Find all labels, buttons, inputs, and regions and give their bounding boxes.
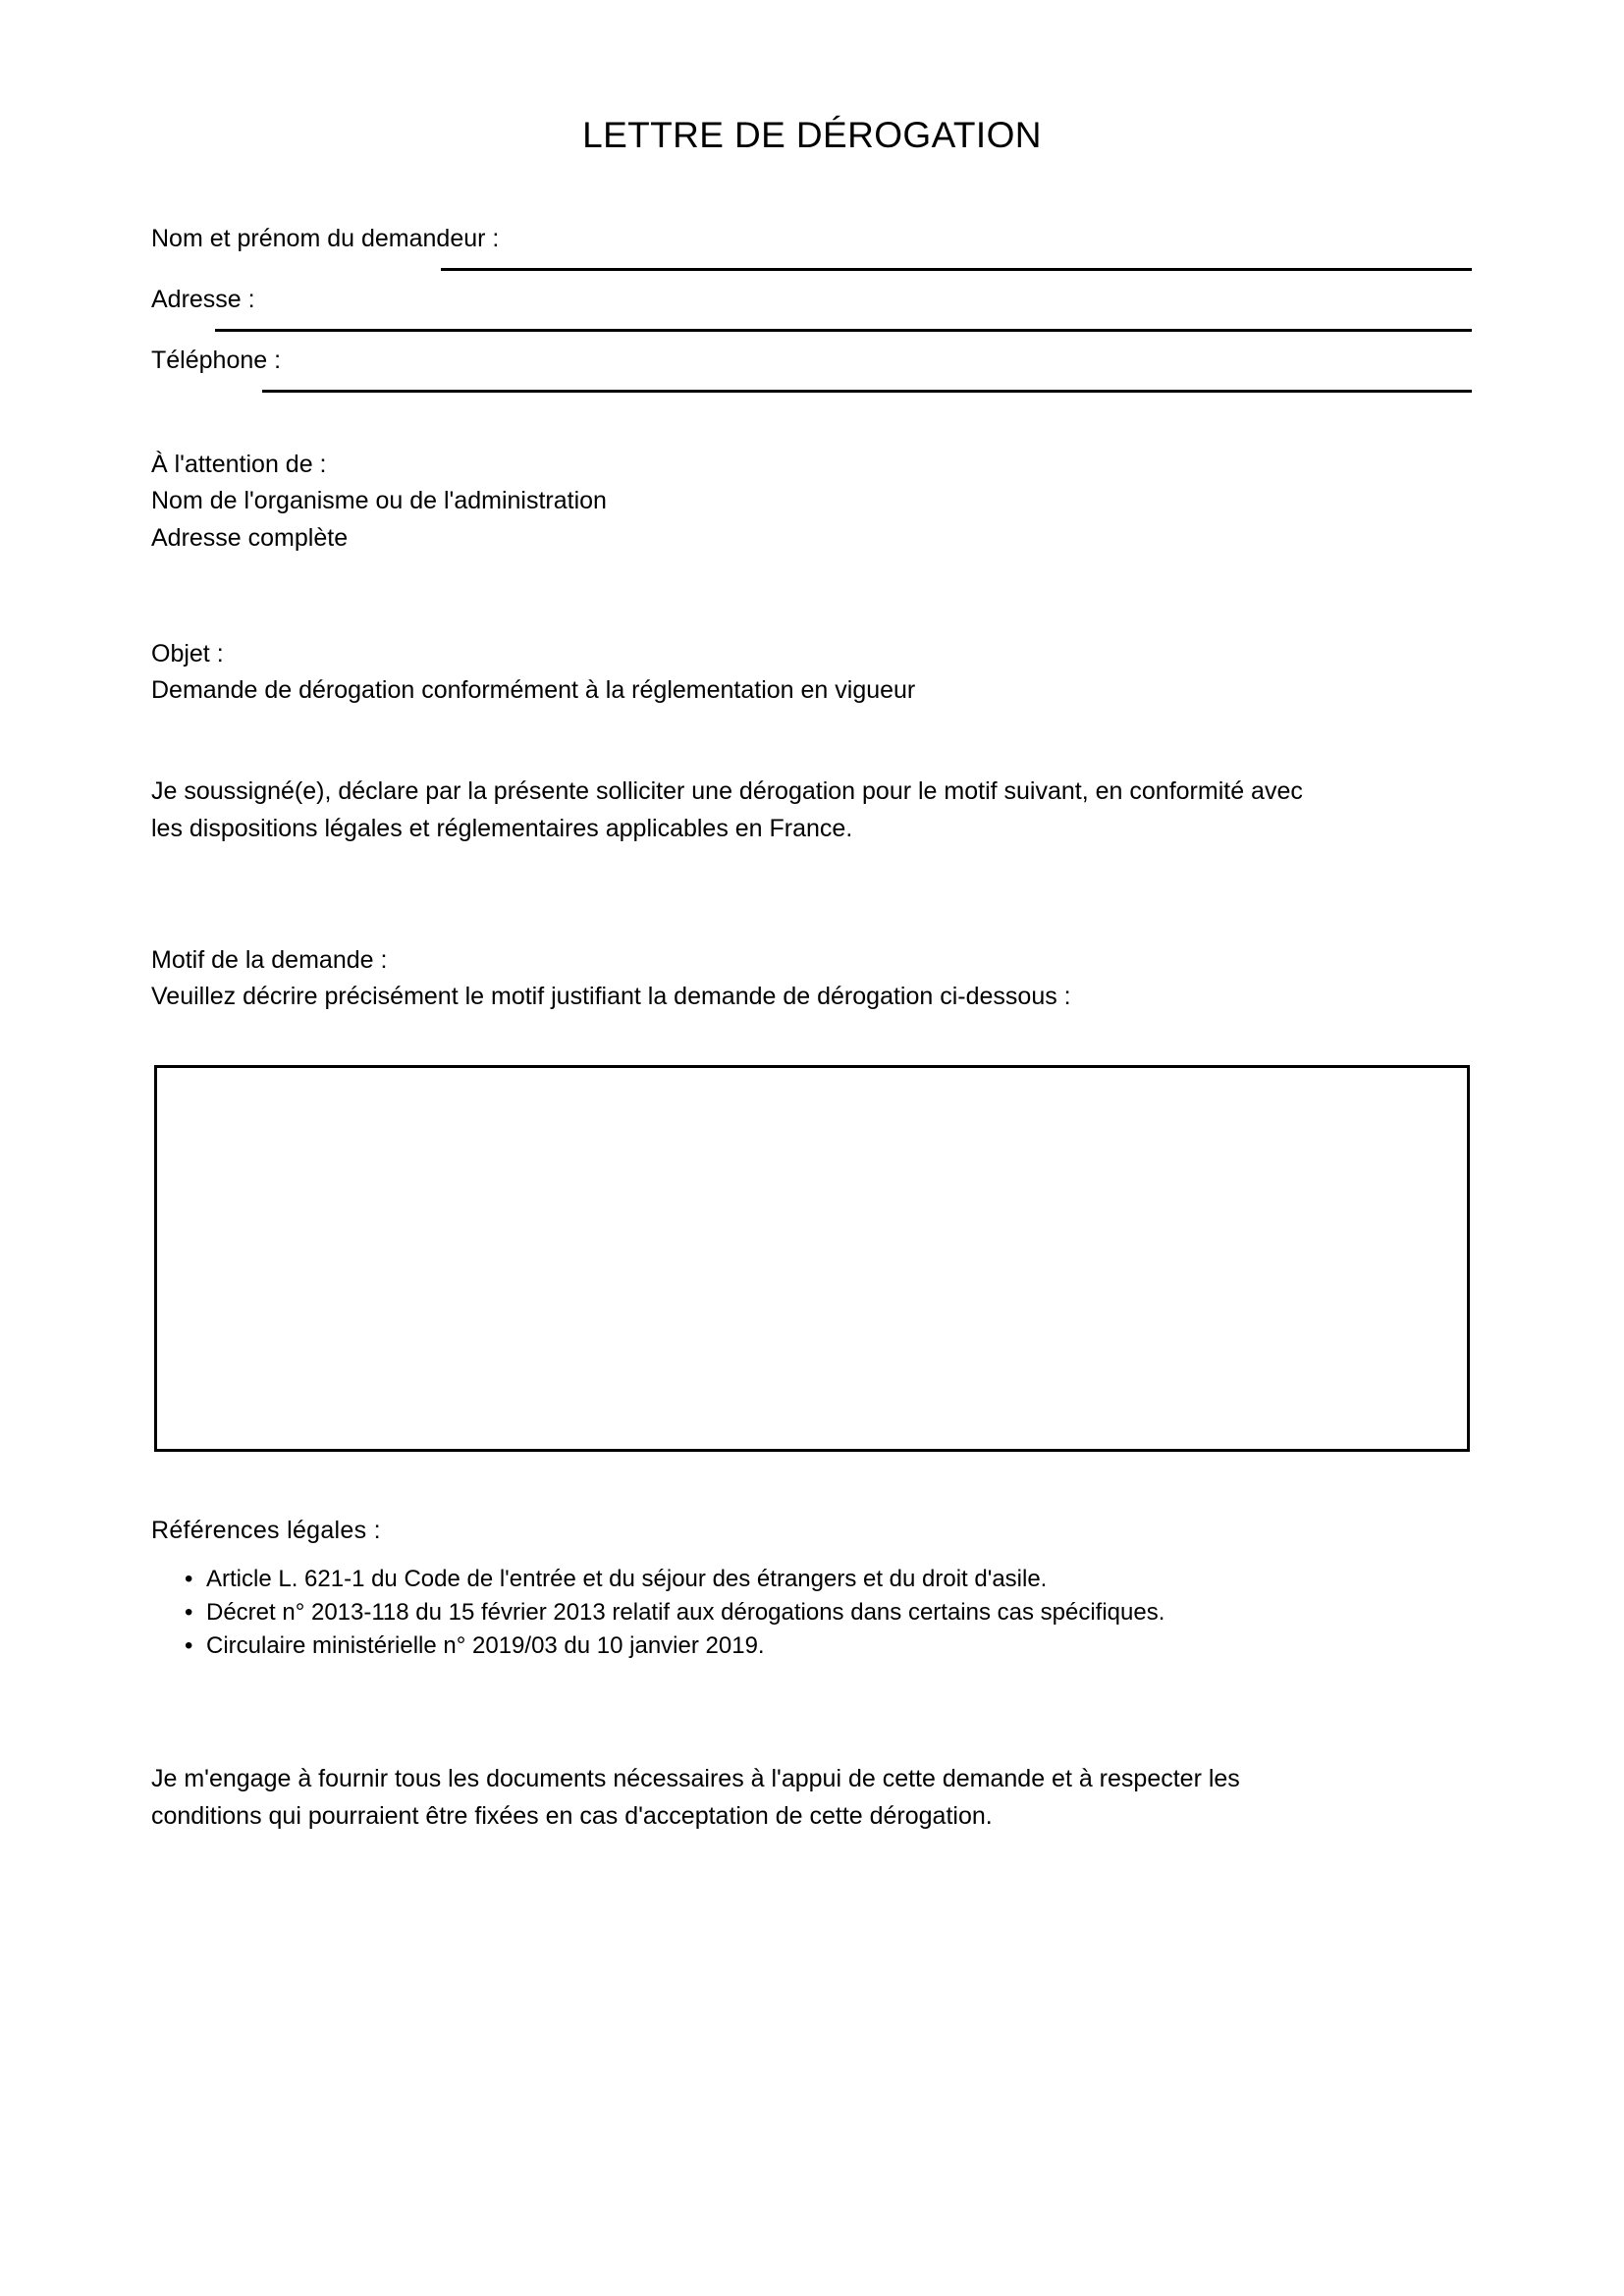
phone-field-input[interactable] <box>262 390 1472 393</box>
reason-block <box>151 944 1071 1014</box>
commitment-paragraph <box>151 1760 1428 1835</box>
list-item: • Décret n° 2013-118 du 15 février 2013 relatif aux dérogations dans certains cas spécifiques. <box>183 1596 1164 1629</box>
legal-references-list <box>183 1563 1164 1663</box>
subject-block <box>151 638 915 708</box>
list-item: • Circulaire ministérielle n° 2019/03 du 10 janvier 2019. <box>183 1629 1164 1663</box>
declaration-line-1: Je soussigné(e), déclare par la présente solliciter une dérogation pour le motif suivant, en conformité avec <box>151 777 1303 805</box>
page-title: LETTRE DE DÉROGATION <box>582 115 1042 155</box>
declaration-line-2: les dispositions légales et réglementaires applicables en France. <box>151 815 853 842</box>
recipient-address: Adresse complète <box>151 523 349 552</box>
subject-text: Demande de dérogation conformément à la réglementation en vigueur <box>151 676 916 705</box>
subject-label: Objet : <box>151 640 224 667</box>
field-row-name <box>151 224 1472 285</box>
reason-textarea[interactable] <box>154 1065 1470 1452</box>
reason-label: Motif de la demande : <box>151 946 388 974</box>
reason-instruction: Veuillez décrire précisément le motif justifiant la demande de dérogation ci-dessous : <box>151 983 1071 1011</box>
field-row-phone <box>151 346 1472 406</box>
phone-field-label: Téléphone : <box>151 347 282 374</box>
commitment-line-2: conditions qui pourraient être fixées en cas d'acceptation de cette dérogation. <box>151 1802 993 1830</box>
legal-references-heading: Références légales : <box>151 1517 381 1544</box>
applicant-fields <box>151 224 1472 406</box>
field-row-address <box>151 285 1472 346</box>
address-field-input[interactable] <box>215 329 1472 332</box>
recipient-block <box>151 449 607 555</box>
list-item: • Article L. 621-1 du Code de l'entrée et du séjour des étrangers et du droit d'asile. <box>183 1563 1164 1596</box>
commitment-line-1: Je m'engage à fournir tous les documents nécessaires à l'appui de cette demande et à respecter les <box>151 1765 1240 1792</box>
declaration-paragraph <box>151 773 1428 847</box>
attention-label: À l'attention de : <box>151 451 327 478</box>
recipient-organisation: Nom de l'organisme ou de l'administration <box>151 487 607 515</box>
address-field-label: Adresse : <box>151 286 255 313</box>
name-field-label: Nom et prénom du demandeur : <box>151 225 500 252</box>
name-field-input[interactable] <box>441 268 1472 271</box>
